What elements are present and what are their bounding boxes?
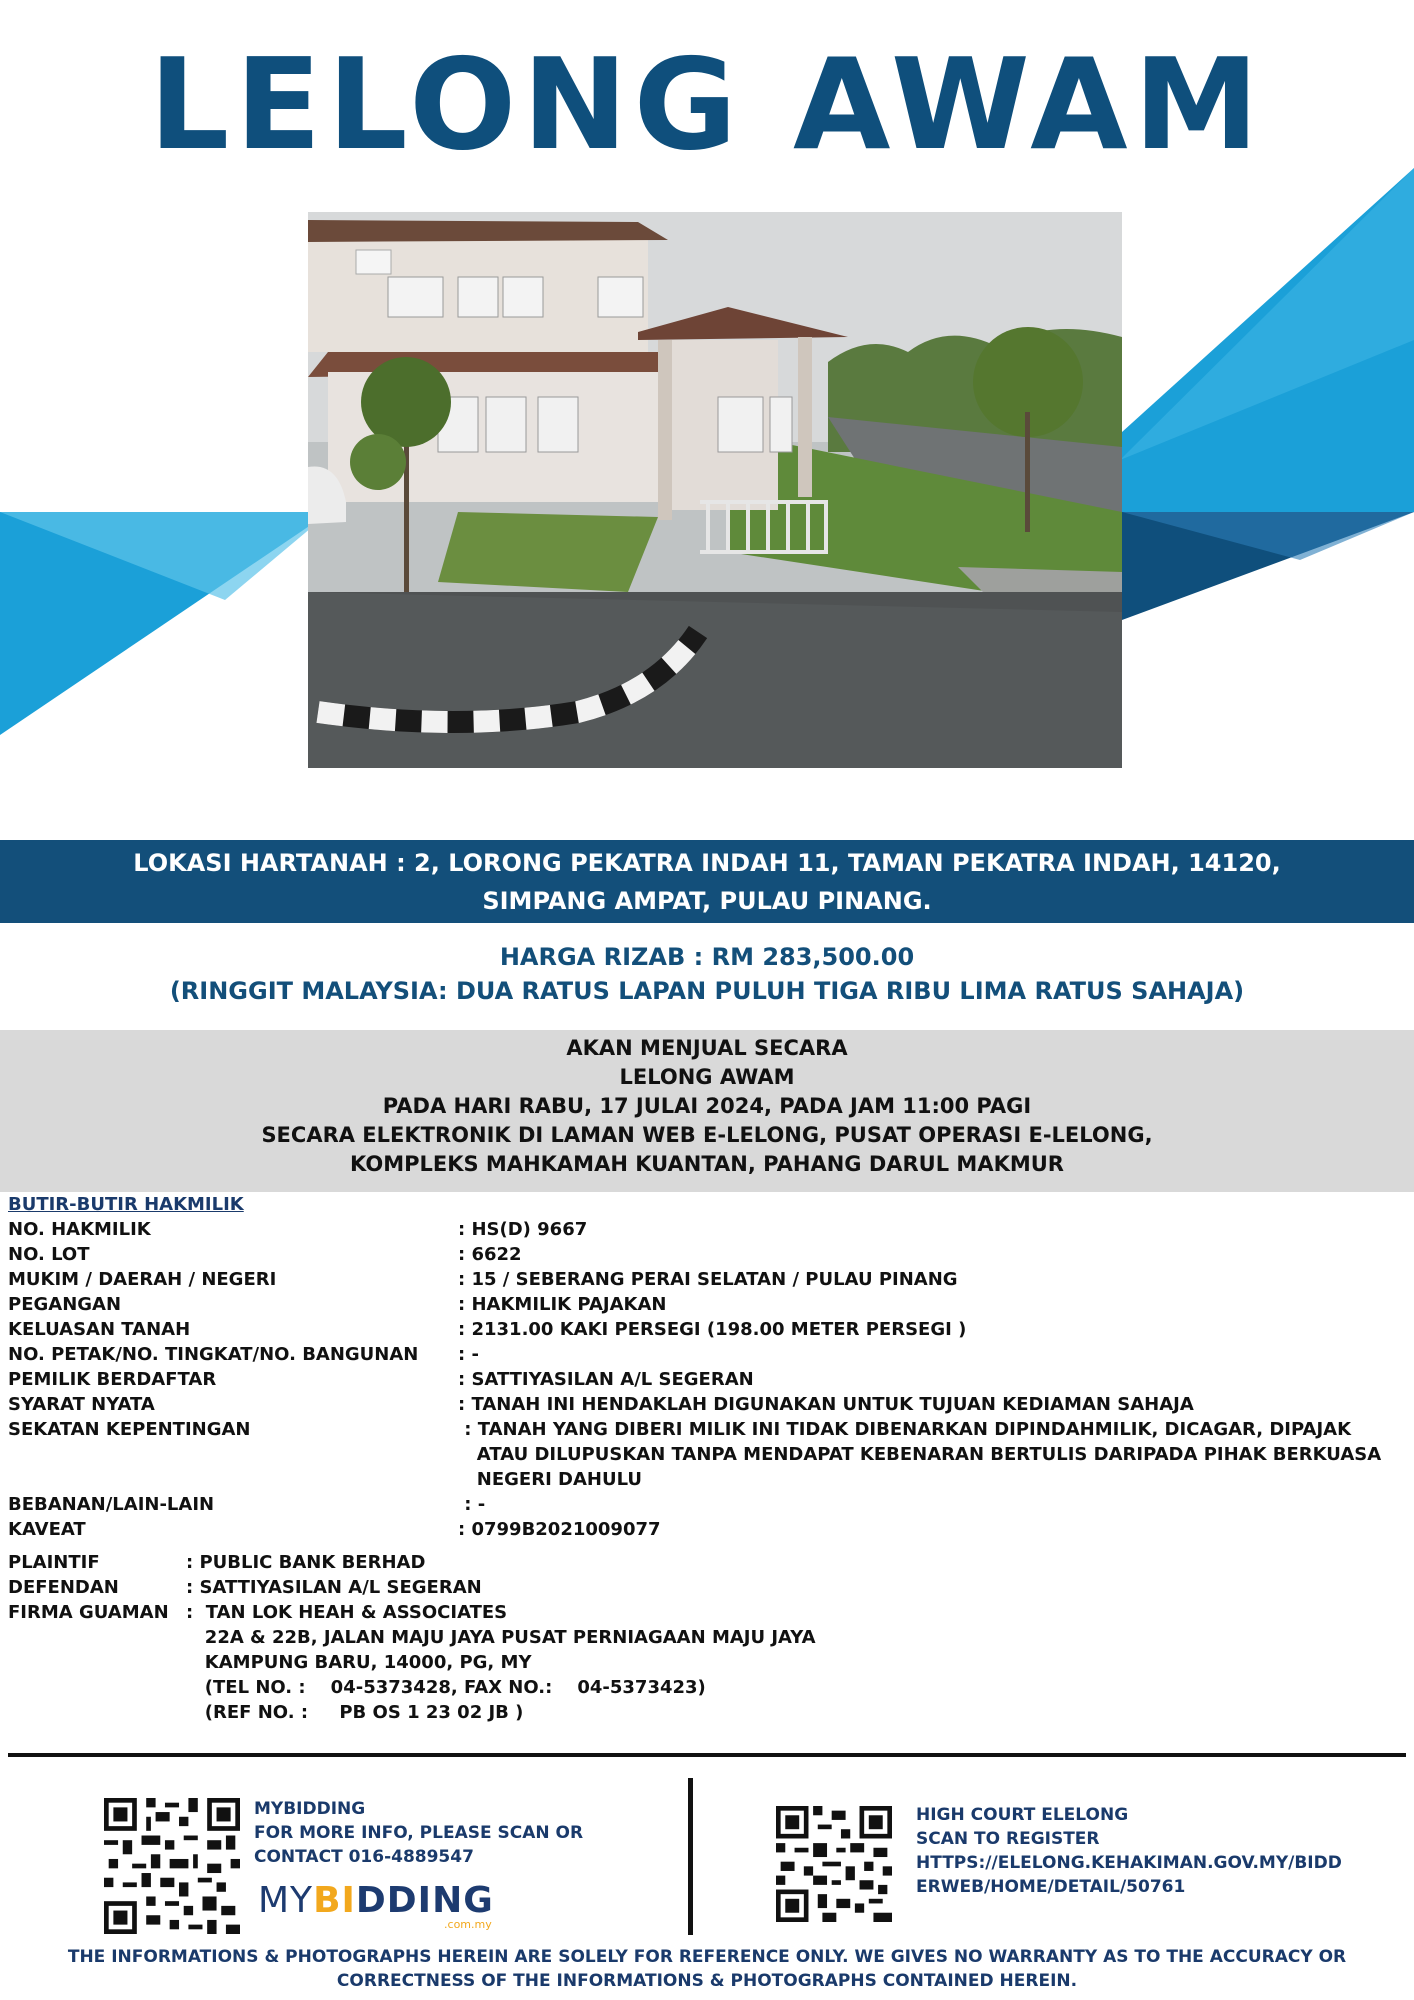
auction-line: PADA HARI RABU, 17 JULAI 2024, PADA JAM 11:00 PAGI bbox=[382, 1094, 1032, 1118]
disclaimer-line: THE INFORMATIONS & PHOTOGRAPHS HEREIN ARE SOLELY FOR REFERENCE ONLY. WE GIVES NO WARRANTY AS TO THE ACCURACY OR bbox=[67, 1947, 1347, 1967]
vertical-divider bbox=[688, 1778, 693, 1935]
detail-value: : 6622 bbox=[458, 1244, 522, 1265]
logo-domain: .com.my bbox=[444, 1918, 492, 1931]
elelong-url-line[interactable]: ERWEB/HOME/DETAIL/50761 bbox=[916, 1877, 1186, 1897]
party-value: : SATTIYASILAN A/L SEGERAN bbox=[186, 1577, 482, 1598]
detail-label: NO. HAKMILIK bbox=[8, 1219, 151, 1240]
mybidding-logo bbox=[258, 1880, 494, 1931]
party-label: DEFENDAN bbox=[8, 1577, 119, 1598]
detail-label: NO. PETAK/NO. TINGKAT/NO. BANGUNAN bbox=[8, 1344, 419, 1365]
party-value: KAMPUNG BARU, 14000, PG, MY bbox=[186, 1652, 532, 1673]
detail-label: PEMILIK BERDAFTAR bbox=[8, 1369, 217, 1390]
auction-line: AKAN MENJUAL SECARA bbox=[566, 1036, 848, 1060]
elelong-info-line: SCAN TO REGISTER bbox=[916, 1829, 1100, 1849]
elelong-qr-code[interactable] bbox=[776, 1806, 892, 1922]
elelong-url-line[interactable]: HTTPS://ELELONG.KEHAKIMAN.GOV.MY/BIDD bbox=[916, 1853, 1342, 1873]
auction-line: LELONG AWAM bbox=[619, 1065, 795, 1089]
detail-label: NO. LOT bbox=[8, 1244, 90, 1265]
detail-label: KAVEAT bbox=[8, 1519, 86, 1540]
detail-value: : HAKMILIK PAJAKAN bbox=[458, 1294, 667, 1315]
detail-label: MUKIM / DAERAH / NEGERI bbox=[8, 1269, 277, 1290]
location-line-2: SIMPANG AMPAT, PULAU PINANG. bbox=[482, 887, 932, 915]
detail-label: BEBANAN/LAIN-LAIN bbox=[8, 1494, 215, 1515]
details-heading: BUTIR-BUTIR HAKMILIK bbox=[8, 1194, 244, 1215]
detail-label: KELUASAN TANAH bbox=[8, 1319, 191, 1340]
page-title: LELONG AWAM bbox=[148, 31, 1266, 178]
party-label: FIRMA GUAMAN bbox=[8, 1602, 169, 1623]
property-photo bbox=[308, 212, 1122, 768]
mybidding-info-line: FOR MORE INFO, PLEASE SCAN OR bbox=[254, 1823, 584, 1843]
reserve-price bbox=[0, 940, 1414, 1008]
detail-value: : - bbox=[458, 1344, 479, 1365]
detail-value: : 15 / SEBERANG PERAI SELATAN / PULAU PINANG bbox=[458, 1269, 958, 1290]
party-value: : TAN LOK HEAH & ASSOCIATES bbox=[186, 1602, 508, 1623]
logo-part: BI bbox=[313, 1880, 356, 1921]
detail-label: SEKATAN KEPENTINGAN bbox=[8, 1419, 251, 1440]
location-line-1: LOKASI HARTANAH : 2, LORONG PEKATRA INDAH 11, TAMAN PEKATRA INDAH, 14120, bbox=[133, 849, 1281, 877]
party-value: : PUBLIC BANK BERHAD bbox=[186, 1552, 426, 1573]
detail-value: ATAU DILUPUSKAN TANPA MENDAPAT KEBENARAN BERTULIS DARIPADA PIHAK BERKUASA bbox=[458, 1444, 1382, 1465]
elelong-info bbox=[916, 1803, 1342, 1899]
mybidding-info-line: CONTACT 016-4889547 bbox=[254, 1847, 474, 1867]
reserve-price-words: (RINGGIT MALAYSIA: DUA RATUS LAPAN PULUH TIGA RIBU LIMA RATUS SAHAJA) bbox=[169, 977, 1245, 1005]
detail-value: : - bbox=[458, 1494, 486, 1515]
detail-value: NEGERI DAHULU bbox=[458, 1469, 643, 1490]
location-banner bbox=[0, 840, 1414, 923]
detail-value: : 0799B2021009077 bbox=[458, 1519, 661, 1540]
mybidding-info bbox=[254, 1797, 583, 1869]
detail-label: SYARAT NYATA bbox=[8, 1394, 155, 1415]
party-value: (REF NO. : PB OS 1 23 02 JB ) bbox=[186, 1702, 524, 1723]
detail-value: : TANAH YANG DIBERI MILIK INI TIDAK DIBENARKAN DIPINDAHMILIK, DICAGAR, DIPAJAK bbox=[458, 1419, 1352, 1440]
auction-notice bbox=[0, 1030, 1414, 1192]
auction-line: KOMPLEKS MAHKAMAH KUANTAN, PAHANG DARUL MAKMUR bbox=[350, 1152, 1064, 1176]
horizontal-divider bbox=[8, 1753, 1406, 1757]
party-value: 22A & 22B, JALAN MAJU JAYA PUSAT PERNIAGAAN MAJU JAYA bbox=[186, 1627, 816, 1648]
auction-line: SECARA ELEKTRONIK DI LAMAN WEB E-LELONG, PUSAT OPERASI E-LELONG, bbox=[261, 1123, 1153, 1147]
detail-value: : HS(D) 9667 bbox=[458, 1219, 588, 1240]
elelong-info-line: HIGH COURT ELELONG bbox=[916, 1805, 1129, 1825]
disclaimer bbox=[0, 1945, 1414, 1993]
reserve-price-amount: HARGA RIZAB : RM 283,500.00 bbox=[499, 943, 915, 971]
mybidding-info-line: MYBIDDING bbox=[254, 1799, 366, 1819]
logo-part: MY bbox=[258, 1880, 314, 1921]
disclaimer-line: CORRECTNESS OF THE INFORMATIONS & PHOTOGRAPHS CONTAINED HEREIN. bbox=[336, 1971, 1078, 1991]
detail-value: : TANAH INI HENDAKLAH DIGUNAKAN UNTUK TUJUAN KEDIAMAN SAHAJA bbox=[458, 1394, 1194, 1415]
detail-label: PEGANGAN bbox=[8, 1294, 122, 1315]
party-value: (TEL NO. : 04-5373428, FAX NO.: 04-5373423) bbox=[186, 1677, 706, 1698]
party-label: PLAINTIF bbox=[8, 1552, 100, 1573]
detail-value: : 2131.00 KAKI PERSEGI (198.00 METER PERSEGI ) bbox=[458, 1319, 967, 1340]
mybidding-qr-code[interactable] bbox=[104, 1798, 240, 1934]
detail-value: : SATTIYASILAN A/L SEGERAN bbox=[458, 1369, 754, 1390]
logo-part: DDING bbox=[355, 1880, 494, 1921]
